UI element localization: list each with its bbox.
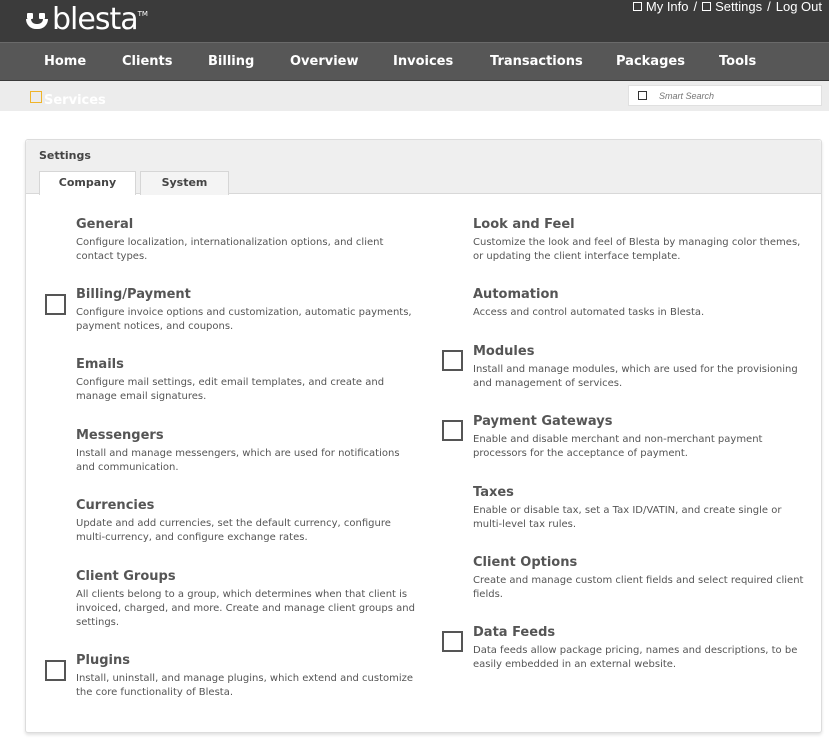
gear-icon: [702, 2, 711, 11]
nav-item-tools[interactable]: Tools: [719, 54, 757, 69]
nav-item-invoices[interactable]: Invoices: [393, 54, 454, 69]
nav-item-overview[interactable]: Overview: [290, 54, 359, 69]
setting-desc: Enable or disable tax, set a Tax ID/VATIN, and create single or multi-level tax rules.: [473, 505, 782, 530]
nav-item-packages[interactable]: Packages: [616, 54, 685, 69]
blesta-logo[interactable]: [24, 0, 148, 40]
top-header: [0, 0, 829, 42]
separator: /: [767, 0, 771, 14]
nav-item-billing[interactable]: Billing: [208, 54, 255, 69]
smart-search-input[interactable]: [659, 88, 814, 103]
setting-payment-gateways[interactable]: [473, 414, 813, 461]
payment-gateways-icon[interactable]: [442, 420, 463, 441]
setting-modules[interactable]: [473, 344, 813, 391]
logo-trademark: TM: [137, 10, 148, 18]
setting-desc: Configure invoice options and customization, automatic payments, payment notices, and coupons.: [76, 307, 412, 332]
my-info-link[interactable]: My Info: [633, 0, 689, 14]
tab-system[interactable]: System: [140, 171, 229, 195]
setting-desc: Install, uninstall, and manage plugins, which extend and customize the core functionality of Blesta.: [76, 673, 414, 698]
setting-look-and-feel[interactable]: [473, 217, 813, 264]
blesta-logo-icon: [24, 9, 50, 31]
billing-icon[interactable]: [45, 294, 66, 315]
setting-desc: Customize the look and feel of Blesta by managing color themes, or updating the client interface template.: [473, 237, 801, 262]
setting-desc: Create and manage custom client fields and select required client fields.: [473, 575, 804, 600]
data-feeds-icon[interactable]: [442, 631, 463, 652]
subnav-services-label: Services: [44, 93, 106, 108]
setting-desc: Enable and disable merchant and non-merchant payment processors for the acceptance of payment.: [473, 434, 763, 459]
setting-desc: All clients belong to a group, which determines when that client is invoiced, charged, and more. Create and manage client groups and settings.: [76, 589, 415, 628]
main-navigation: [0, 42, 829, 81]
setting-plugins[interactable]: [76, 653, 416, 700]
log-out-link[interactable]: Log Out: [775, 0, 822, 14]
setting-emails[interactable]: [76, 357, 416, 404]
setting-client-groups[interactable]: [76, 569, 416, 630]
nav-item-home[interactable]: Home: [44, 54, 87, 69]
setting-title: Currencies: [76, 498, 155, 513]
setting-title: Billing/Payment: [76, 287, 191, 302]
tab-company[interactable]: Company: [39, 171, 136, 195]
setting-taxes[interactable]: [473, 485, 813, 532]
search-icon: [638, 91, 647, 100]
setting-desc: Install and manage messengers, which are used for notifications and communication.: [76, 448, 400, 473]
separator: /: [693, 0, 698, 14]
setting-desc: Install and manage modules, which are used for the provisioning and management of services.: [473, 364, 798, 389]
setting-title: Messengers: [76, 428, 164, 443]
panel-title: Settings: [39, 149, 91, 162]
setting-messengers[interactable]: [76, 428, 416, 475]
settings-link[interactable]: Settings: [702, 0, 762, 14]
logo-text: blesta: [52, 2, 138, 37]
setting-desc: Configure localization, internationalization options, and client contact types.: [76, 237, 384, 262]
setting-title: Emails: [76, 357, 124, 372]
modules-icon[interactable]: [442, 350, 463, 371]
setting-general[interactable]: [76, 217, 416, 264]
services-icon: [30, 91, 42, 103]
setting-desc: Data feeds allow package pricing, names and descriptions, to be easily embedded in an external website.: [473, 645, 798, 670]
setting-title: Modules: [473, 344, 535, 359]
setting-desc: Update and add currencies, set the default currency, configure multi-currency, and configure exchange rates.: [76, 518, 391, 543]
subnav-services[interactable]: [30, 89, 106, 108]
settings-panel: [25, 139, 822, 733]
setting-billing-payment[interactable]: [76, 287, 416, 334]
setting-client-options[interactable]: [473, 555, 813, 602]
setting-title: Taxes: [473, 485, 514, 500]
setting-title: Plugins: [76, 653, 130, 668]
setting-desc: Configure mail settings, edit email templates, and create and manage email signatures.: [76, 377, 385, 402]
setting-title: General: [76, 217, 134, 232]
nav-item-clients[interactable]: Clients: [122, 54, 173, 69]
setting-data-feeds[interactable]: [473, 625, 813, 672]
setting-title: Client Groups: [76, 569, 176, 584]
setting-title: Look and Feel: [473, 217, 575, 232]
smart-search: [628, 85, 822, 106]
user-icon: [633, 2, 642, 11]
setting-automation[interactable]: [473, 287, 813, 320]
setting-desc: Access and control automated tasks in Blesta.: [473, 307, 705, 318]
user-links: [633, 0, 822, 14]
setting-title: Payment Gateways: [473, 414, 613, 429]
setting-currencies[interactable]: [76, 498, 416, 545]
setting-title: Automation: [473, 287, 559, 302]
plugins-icon[interactable]: [45, 660, 66, 681]
setting-title: Client Options: [473, 555, 578, 570]
settings-panel-header: [26, 140, 821, 194]
nav-item-transactions[interactable]: Transactions: [490, 54, 583, 69]
setting-title: Data Feeds: [473, 625, 556, 640]
